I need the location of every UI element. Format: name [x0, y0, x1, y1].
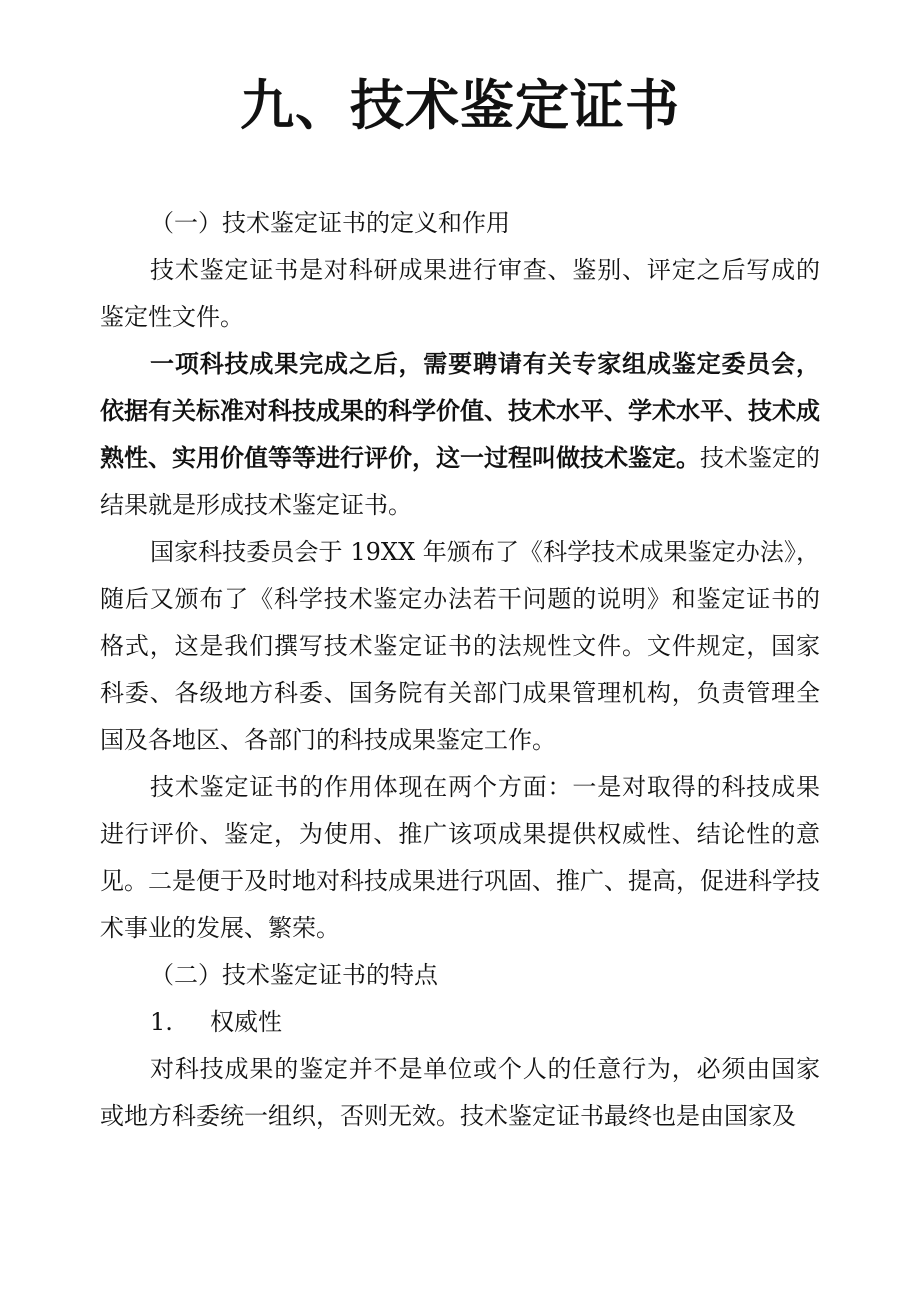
- paragraph-authority: 对科技成果的鉴定并不是单位或个人的任意行为，必须由国家或地方科委统一组织，否则无效。技术鉴定证书最终也是由国家及: [100, 1055, 820, 1130]
- page-title: 九、技术鉴定证书: [240, 74, 680, 137]
- list-item-number: 1.: [150, 1008, 173, 1036]
- paragraph-definition: 技术鉴定证书是对科研成果进行审查、鉴别、评定之后写成的鉴定性文件。: [100, 256, 820, 331]
- emphasized-text: 一项科技成果完成之后，需要聘请有关专家组成鉴定委员会，依据有关标准对科技成果的科学价值、技术水平、学术水平、技术成熟性、实用价值等等进行评价，这一过程叫做技术鉴定。: [100, 350, 820, 472]
- list-item-label: 权威性: [210, 1008, 282, 1036]
- section-heading-definition: （一）技术鉴定证书的定义和作用: [150, 209, 510, 237]
- list-item: [100, 999, 820, 1046]
- paragraph-technical-appraisal: [100, 341, 820, 529]
- paragraph-functions: 技术鉴定证书的作用体现在两个方面：一是对取得的科技成果进行评价、鉴定，为使用、推广该项成果提供权威性、结论性的意见。二是便于及时地对科技成果进行巩固、推广、提高，促进科学技术事业的发展、繁荣。: [100, 773, 820, 942]
- document-body: [100, 200, 820, 1140]
- section-heading-characteristics: （二）技术鉴定证书的特点: [150, 961, 438, 989]
- paragraph-regulations: 国家科技委员会于 19XX 年颁布了《科学技术成果鉴定办法》， 随后又颁布了《科学技术鉴定办法若干问题的说明》和鉴定证书的 格式，这是我们撰写技术鉴定证书的法规性文件。文件规定，国家 科委、各级地方科委、国务院有关部门成果管理机构，负责管理全 国及各地区、各部门的科技成果鉴定工作。: [100, 538, 820, 754]
- paragraph-text: 技术鉴定的结果就是形成技术鉴定证书。: [100, 444, 820, 519]
